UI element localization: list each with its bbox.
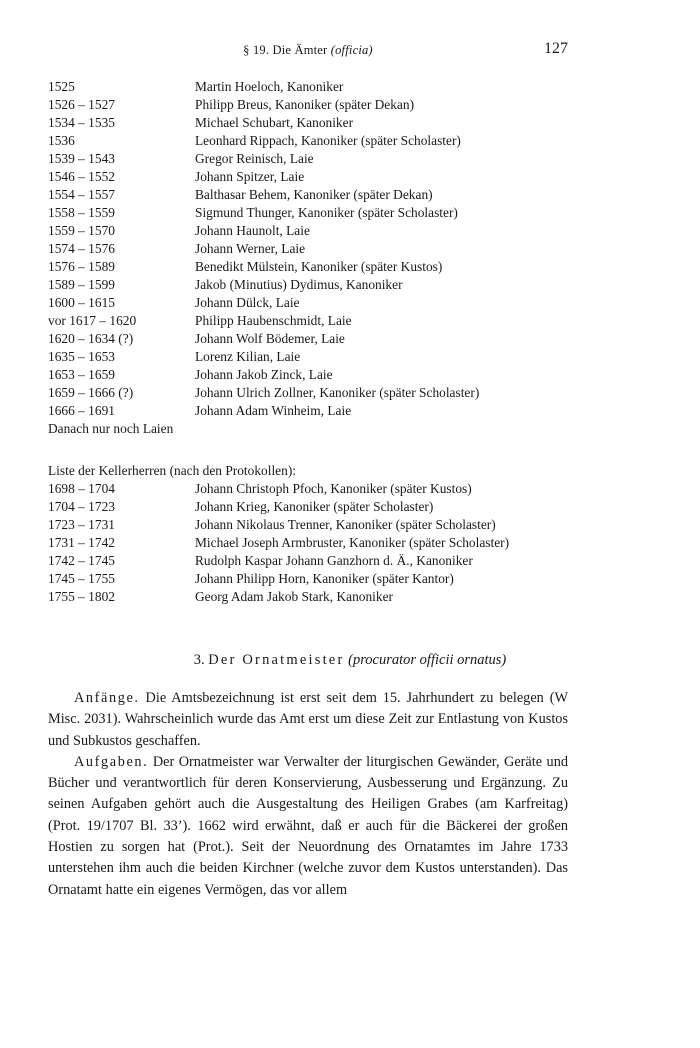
running-title-section: § 19. Die Ämter <box>243 43 328 57</box>
paragraph <box>48 752 568 901</box>
term-dates: 1600 – 1615 <box>48 295 115 310</box>
running-head <box>48 40 568 60</box>
office-holder-name: Johann Adam Winheim, Laie <box>195 403 352 418</box>
term-dates: 1574 – 1576 <box>48 241 115 256</box>
paragraph-text: Der Ornatmeister war Verwalter der liturgischen Gewänder, Geräte und Bücher und verantwortlich für deren Konservierung, Ausbesserung und Ergänzung. Zu seinen Aufgaben gehört auch die Ausgestaltung des Heiligen Grabes (am Karfreitag) (Prot. 19/1707 Bl. 33’). 1662 wird erwähnt, daß er auch für die Bäckerei der großen Hostien zu sorgen hat (Prot.). Seit der Neuordnung des Ornatamtes im Jahre 1733 unterstehen ihm auch die beiden Kirchner (welche zuvor dem Kustos unterstanden). Das Ornatamt hatte ein eigenes Vermögen, das vor allem <box>48 753 568 898</box>
section-heading <box>0 652 700 669</box>
office-holder-name: Michael Schubart, Kanoniker <box>195 115 354 130</box>
term-dates: 1635 – 1653 <box>48 349 115 364</box>
office-holder-name: Johann Jakob Zinck, Laie <box>195 367 333 382</box>
term-dates: 1525 <box>48 79 75 94</box>
term-dates: 1704 – 1723 <box>48 499 115 514</box>
paragraph <box>48 688 568 752</box>
note-after-table: Danach nur noch Laien <box>48 421 174 436</box>
term-dates: 1558 – 1559 <box>48 205 115 220</box>
office-holder-name: Johann Werner, Laie <box>195 241 306 256</box>
office-holder-name: Gregor Reinisch, Laie <box>195 151 314 166</box>
office-holder-name: Johann Dülck, Laie <box>195 295 300 310</box>
body-text <box>48 688 568 901</box>
office-holder-name: Leonhard Rippach, Kanoniker (später Scholaster) <box>195 133 461 148</box>
office-holder-name: Johann Wolf Bödemer, Laie <box>195 331 345 346</box>
term-dates: 1589 – 1599 <box>48 277 115 292</box>
office-holder-name: Lorenz Kilian, Laie <box>195 349 301 364</box>
term-dates: 1539 – 1543 <box>48 151 115 166</box>
term-dates: vor 1617 – 1620 <box>48 313 137 328</box>
office-holder-name: Johann Spitzer, Laie <box>195 169 305 184</box>
office-holder-name: Martin Hoeloch, Kanoniker <box>195 79 344 94</box>
section-number: 3. <box>193 652 205 668</box>
term-dates: 1546 – 1552 <box>48 169 115 184</box>
office-holder-name: Georg Adam Jakob Stark, Kanoniker <box>195 589 393 604</box>
term-dates: 1698 – 1704 <box>48 481 115 496</box>
section-title: Der Ornatmeister <box>208 652 345 668</box>
office-holder-name: Johann Ulrich Zollner, Kanoniker (später Scholaster) <box>195 385 480 400</box>
term-dates: 1742 – 1745 <box>48 553 115 568</box>
section-latin-title: (procurator officii ornatus) <box>348 652 507 668</box>
paragraph-text: Die Amtsbezeichnung ist erst seit dem 15. Jahrhundert zu belegen (W Misc. 2031). Wahrscheinlich wurde das Amt erst um diese Zeit zur Entlastung von Kustos und Subkustos geschaffen. <box>48 690 568 749</box>
paragraph-lead: Anfänge. <box>74 690 140 706</box>
term-dates: 1576 – 1589 <box>48 259 115 274</box>
term-dates: 1620 – 1634 (?) <box>48 331 134 346</box>
office-holder-name: Johann Krieg, Kanoniker (später Scholaster) <box>195 499 434 514</box>
term-dates: 1559 – 1570 <box>48 223 115 238</box>
term-dates: 1526 – 1527 <box>48 97 115 112</box>
running-title <box>48 43 568 58</box>
office-holder-name: Johann Christoph Pfoch, Kanoniker (später Kustos) <box>195 481 472 496</box>
office-holder-name: Johann Nikolaus Trenner, Kanoniker (später Scholaster) <box>195 517 496 532</box>
term-dates: 1536 <box>48 133 75 148</box>
running-title-latin: (officia) <box>330 43 373 57</box>
term-dates: 1554 – 1557 <box>48 187 115 202</box>
term-dates: 1659 – 1666 (?) <box>48 385 134 400</box>
office-holder-name: Balthasar Behem, Kanoniker (später Dekan) <box>195 187 433 202</box>
page-number: 127 <box>544 40 568 57</box>
office-holder-name: Philipp Haubenschmidt, Laie <box>195 313 352 328</box>
term-dates: 1653 – 1659 <box>48 367 115 382</box>
term-dates: 1723 – 1731 <box>48 517 115 532</box>
office-holder-name: Benedikt Mülstein, Kanoniker (später Kustos) <box>195 259 443 274</box>
term-dates: 1666 – 1691 <box>48 403 115 418</box>
office-holder-name: Philipp Breus, Kanoniker (später Dekan) <box>195 97 415 112</box>
office-holder-name: Johann Haunolt, Laie <box>195 223 310 238</box>
term-dates: 1745 – 1755 <box>48 571 115 586</box>
office-holder-name: Michael Joseph Armbruster, Kanoniker (später Scholaster) <box>195 535 510 550</box>
cellarers-list-caption: Liste der Kellerherren (nach den Protokollen): <box>48 463 297 478</box>
paragraph-lead: Aufgaben. <box>74 753 149 770</box>
office-holder-name: Johann Philipp Horn, Kanoniker (später Kantor) <box>195 571 454 586</box>
office-holder-name: Rudolph Kaspar Johann Ganzhorn d. Ä., Kanoniker <box>195 553 473 568</box>
term-dates: 1755 – 1802 <box>48 589 115 604</box>
office-holder-name: Jakob (Minutius) Dydimus, Kanoniker <box>195 277 403 292</box>
term-dates: 1534 – 1535 <box>48 115 115 130</box>
office-holder-name: Sigmund Thunger, Kanoniker (später Scholaster) <box>195 205 458 220</box>
term-dates: 1731 – 1742 <box>48 535 115 550</box>
